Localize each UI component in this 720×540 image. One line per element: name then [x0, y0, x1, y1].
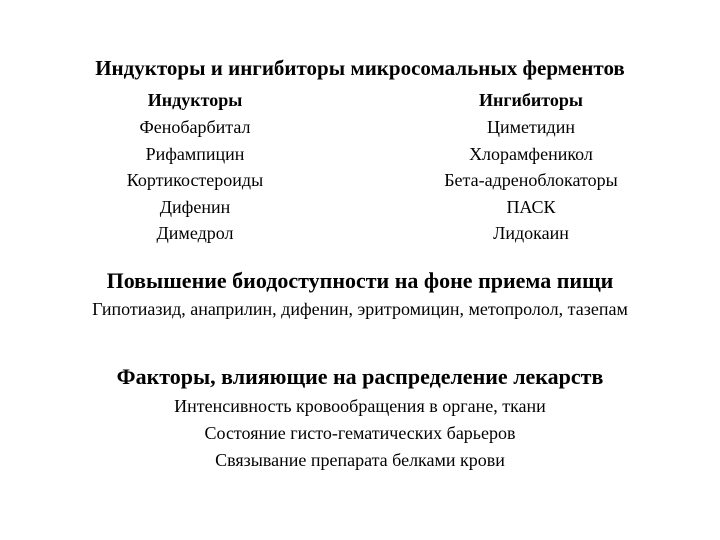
inducer-item: Рифампицин	[145, 143, 245, 164]
inhibitor-item: Циметидин	[487, 117, 575, 137]
inducer-item: Кортикостероиды	[126, 170, 264, 190]
bioavailability-drugs: Гипотиазид, анаприлин, дифенин, эритромицин, метопролол, тазепам	[92, 299, 628, 319]
inhibitor-item: Лидокаин	[493, 223, 569, 243]
inhibitor-item: Бета-адреноблокаторы	[444, 170, 618, 190]
inducers-inhibitors-title: Индукторы и ингибиторы микросомальных ферментов	[95, 56, 625, 80]
inhibitors-column	[381, 87, 681, 247]
distribution-factor-item: Состояние гисто-гематических барьеров	[204, 423, 516, 443]
distribution-factor-item: Связывание препарата белками крови	[215, 450, 505, 470]
inducer-item: Фенобарбитал	[139, 117, 251, 137]
inducers-column	[45, 87, 345, 247]
inducer-item: Дифенин	[159, 196, 231, 217]
bioavailability-title: Повышение биодоступности на фоне приема пищи	[106, 268, 614, 293]
distribution-factor-item: Интенсивность кровообращения в органе, ткани	[174, 396, 546, 416]
distribution-factors-title: Факторы, влияющие на распределение лекарств	[116, 364, 604, 389]
inhibitors-header: Ингибиторы	[479, 90, 583, 110]
inhibitor-item: ПАСК	[506, 196, 556, 217]
inducers-header: Индукторы	[147, 90, 243, 110]
inhibitor-item: Хлорамфеникол	[469, 143, 593, 164]
inducer-item: Димедрол	[156, 223, 234, 243]
